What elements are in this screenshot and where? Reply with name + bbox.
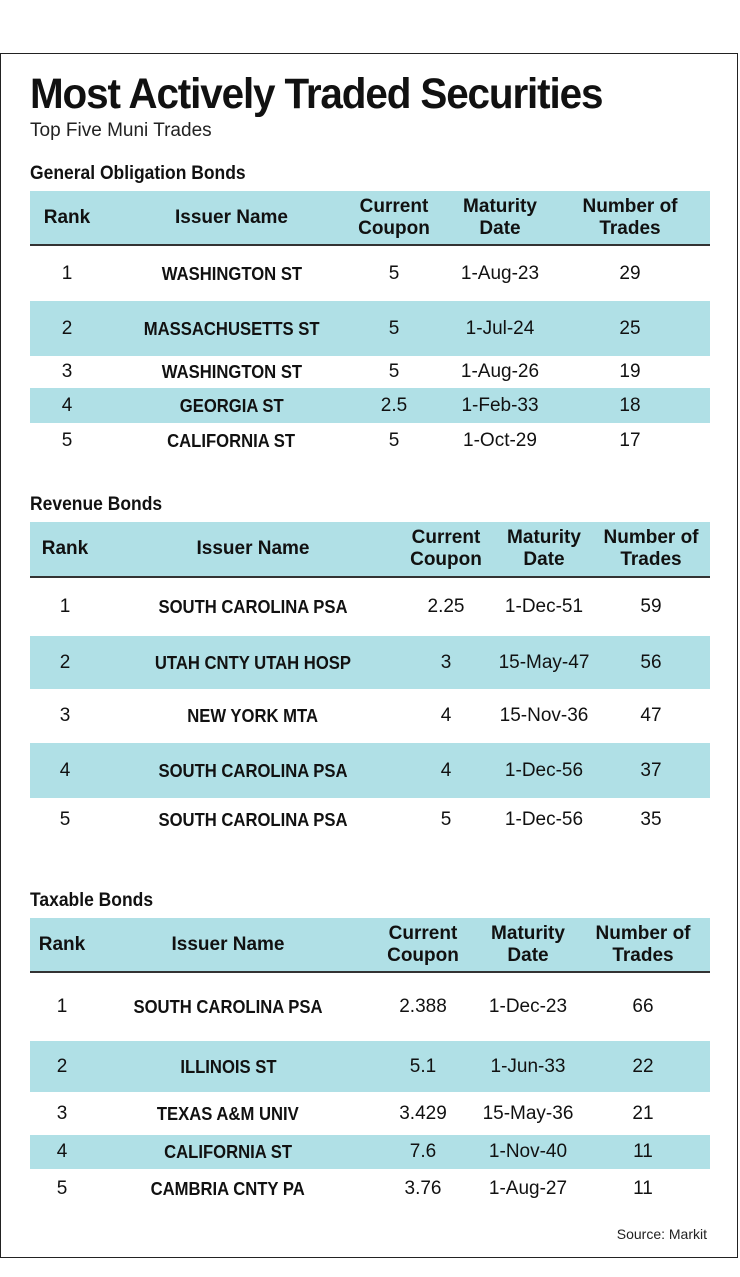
- cell-rank: 2: [61, 317, 73, 339]
- cell-issuer: ILLINOIS ST: [179, 1055, 277, 1077]
- cell-issuer: SOUTH CAROLINA PSA: [133, 996, 323, 1017]
- cell-rank: 2: [56, 1055, 68, 1077]
- section-title-revenue-bonds: Revenue Bonds: [30, 494, 163, 515]
- cell-coupon: 3: [440, 651, 452, 673]
- table-header: [30, 918, 710, 973]
- cell-rank: 1: [56, 996, 68, 1017]
- cell-issuer: TEXAS A&M UNIV: [157, 1102, 299, 1124]
- cell-trades: 29: [619, 262, 641, 284]
- cell-issuer: GEORGIA ST: [179, 394, 284, 416]
- cell-maturity: 1-Nov-40: [488, 1141, 568, 1162]
- column-header-rank: Rank: [43, 206, 91, 228]
- cell-maturity: 15-May-36: [482, 1102, 574, 1124]
- cell-issuer: SOUTH CAROLINA PSA: [158, 759, 348, 781]
- cell-rank: 2: [59, 651, 71, 673]
- section-title-taxable-bonds: Taxable Bonds: [30, 890, 154, 911]
- cell-trades: 59: [640, 596, 662, 617]
- cell-trades: 21: [632, 1102, 654, 1124]
- cell-coupon: 2.388: [399, 996, 447, 1017]
- cell-coupon: 2.5: [380, 394, 408, 416]
- cell-rank: 3: [61, 361, 73, 382]
- cell-rank: 1: [59, 596, 71, 617]
- cell-rank: 4: [61, 394, 73, 416]
- column-header-maturity: Maturity Date: [463, 195, 537, 239]
- cell-coupon: 7.6: [409, 1141, 437, 1162]
- cell-maturity: 1-Aug-27: [488, 1177, 568, 1199]
- cell-trades: 22: [632, 1055, 654, 1077]
- column-header-issuer: Issuer Name: [171, 933, 285, 955]
- cell-maturity: 1-Dec-51: [504, 596, 584, 617]
- cell-trades: 66: [632, 996, 654, 1017]
- column-header-coupon: Current Coupon: [410, 527, 482, 570]
- table-row: [30, 1135, 710, 1169]
- cell-maturity: 1-Jun-33: [490, 1055, 566, 1077]
- cell-issuer: MASSACHUSETTS ST: [143, 317, 320, 339]
- table-row: [30, 1041, 710, 1092]
- cell-rank: 3: [56, 1102, 68, 1124]
- table-row: [30, 689, 710, 743]
- cell-trades: 35: [640, 808, 662, 830]
- table-row: [30, 973, 710, 1041]
- cell-coupon: 2.25: [427, 596, 465, 617]
- column-header-issuer: Issuer Name: [196, 538, 310, 559]
- cell-issuer: CAMBRIA CNTY PA: [150, 1177, 306, 1199]
- table-header: [30, 191, 710, 246]
- source-note: Source: Markit: [616, 1226, 707, 1242]
- cell-trades: 18: [619, 394, 641, 416]
- cell-rank: 5: [56, 1177, 68, 1199]
- cell-maturity: 15-May-47: [498, 651, 590, 673]
- cell-rank: 4: [56, 1141, 68, 1162]
- column-header-maturity: Maturity Date: [491, 922, 565, 966]
- table-row: [30, 798, 710, 841]
- table-row: [30, 636, 710, 689]
- cell-trades: 37: [640, 759, 662, 781]
- table-row: [30, 423, 710, 459]
- cell-issuer: SOUTH CAROLINA PSA: [158, 596, 348, 617]
- cell-coupon: 5: [440, 808, 452, 830]
- page-title: Most Actively Traded Securities: [30, 70, 603, 118]
- cell-coupon: 5: [388, 262, 400, 284]
- cell-issuer: NEW YORK MTA: [187, 705, 319, 726]
- cell-rank: 5: [61, 430, 73, 451]
- cell-issuer: CALIFORNIA ST: [164, 1141, 292, 1162]
- table-row: [30, 1092, 710, 1135]
- cell-trades: 47: [640, 705, 662, 726]
- cell-maturity: 1-Feb-33: [461, 394, 539, 416]
- column-header-coupon: Current Coupon: [358, 195, 430, 239]
- cell-coupon: 5: [388, 317, 400, 339]
- cell-issuer: CALIFORNIA ST: [167, 430, 296, 451]
- cell-maturity: 1-Jul-24: [465, 317, 535, 339]
- cell-rank: 1: [61, 262, 73, 284]
- table-header: [30, 522, 710, 578]
- column-header-rank: Rank: [41, 538, 89, 559]
- column-header-rank: Rank: [38, 933, 86, 955]
- table-row: [30, 743, 710, 798]
- cell-maturity: 1-Aug-26: [460, 361, 540, 382]
- cell-issuer: WASHINGTON ST: [161, 262, 302, 284]
- cell-maturity: 1-Aug-23: [460, 262, 540, 284]
- cell-rank: 3: [59, 705, 71, 726]
- cell-maturity: 1-Dec-56: [504, 759, 584, 781]
- cell-trades: 11: [633, 1141, 653, 1162]
- cell-trades: 17: [619, 430, 641, 451]
- section-title-general-obligation-bonds: General Obligation Bonds: [30, 163, 246, 184]
- table-row: [30, 246, 710, 301]
- cell-coupon: 4: [440, 705, 452, 726]
- cell-trades: 25: [619, 317, 641, 339]
- cell-coupon: 5: [388, 361, 400, 382]
- cell-coupon: 5.1: [409, 1055, 437, 1077]
- column-header-trades: Number of Trades: [582, 195, 678, 239]
- cell-issuer: UTAH CNTY UTAH HOSP: [154, 651, 352, 673]
- table-row: [30, 1169, 710, 1208]
- cell-maturity: 1-Oct-29: [463, 430, 537, 451]
- cell-rank: 4: [59, 759, 71, 781]
- cell-issuer: WASHINGTON ST: [161, 361, 302, 382]
- cell-maturity: 1-Dec-23: [488, 996, 568, 1017]
- table-row: [30, 578, 710, 636]
- cell-maturity: 1-Dec-56: [504, 808, 584, 830]
- cell-rank: 5: [59, 808, 71, 830]
- cell-trades: 19: [619, 361, 641, 382]
- column-header-trades: Number of Trades: [603, 527, 699, 570]
- cell-coupon: 4: [440, 759, 452, 781]
- column-header-issuer: Issuer Name: [174, 206, 288, 228]
- table-row: [30, 388, 710, 423]
- column-header-coupon: Current Coupon: [387, 922, 459, 966]
- page-subtitle: Top Five Muni Trades: [30, 120, 212, 141]
- table-row: [30, 301, 710, 356]
- cell-trades: 56: [640, 651, 662, 673]
- cell-coupon: 3.76: [404, 1177, 442, 1199]
- column-header-maturity: Maturity Date: [507, 527, 581, 570]
- cell-maturity: 15-Nov-36: [499, 705, 589, 726]
- cell-coupon: 5: [388, 430, 400, 451]
- column-header-trades: Number of Trades: [595, 922, 691, 966]
- cell-issuer: SOUTH CAROLINA PSA: [158, 808, 348, 830]
- table-row: [30, 356, 710, 388]
- cell-coupon: 3.429: [399, 1102, 447, 1124]
- cell-trades: 11: [633, 1177, 653, 1199]
